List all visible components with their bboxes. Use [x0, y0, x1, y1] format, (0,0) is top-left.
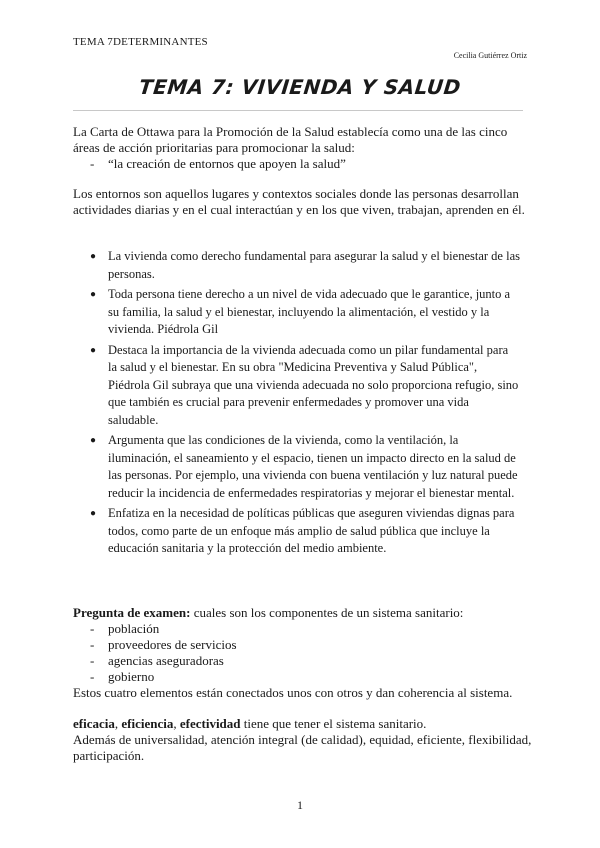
dash-marker: - — [90, 653, 95, 668]
closing-line-2: Además de universalidad, atención integral (de calidad), equidad, eficiente, flexibilidad, participación. — [73, 732, 532, 763]
exam-item — [90, 653, 224, 669]
list-item — [90, 432, 520, 502]
closing-line-1 — [73, 716, 533, 732]
page-title: TEMA 7: VIVIENDA Y SALUD — [137, 75, 463, 99]
page-number: 1 — [297, 798, 303, 812]
exam-item — [90, 621, 159, 637]
exam-conclusion: Estos cuatro elementos están conectados unos con otros y dan coherencia al sistema. — [73, 685, 513, 700]
exam-item-text: agencias aseguradoras — [108, 653, 224, 668]
exam-item — [90, 637, 237, 653]
term-eficiencia: eficiencia — [121, 716, 174, 731]
bullet-icon: ● — [90, 344, 97, 356]
exam-question — [73, 605, 533, 621]
dash-item-text: “la creación de entornos que apoyen la salud” — [108, 156, 346, 171]
exam-item-text: población — [108, 621, 160, 636]
exam-item — [90, 669, 154, 685]
dash-marker: - — [90, 637, 95, 652]
exam-item-text: proveedores de servicios — [108, 637, 237, 652]
intro-paragraph: La Carta de Ottawa para la Promoción de la Salud establecía como una de las cinco áreas de acción prioritarias para promocionar la salud: — [73, 124, 508, 155]
term-efectividad: efectividad — [179, 716, 241, 731]
author-name: Cecilia Gutiérrez Ortiz — [453, 51, 527, 60]
separator: , — [173, 716, 180, 731]
list-item-text: Argumenta que las condiciones de la vivienda, como la ventilación, la iluminación, el saneamiento y el espacio, tienen un impacto directo en la salud de las personas. Por ejemplo, una vivienda con buena ventilación y luz natural puede reducir la incidencia de enfermedades respiratorias y mejorar el bienestar mental. — [108, 433, 518, 500]
list-item-text: La vivienda como derecho fundamental para asegurar la salud y el bienestar de las personas. — [108, 249, 520, 281]
list-item — [90, 286, 520, 339]
exam-label: Pregunta de examen: — [73, 605, 191, 620]
list-item-text: Toda persona tiene derecho a un nivel de vida adecuado que le garantice, junto a su familia, la salud y el bienestar, incluyendo la alimentación, el vestido y la vivienda. Piédrola Gil — [108, 287, 511, 336]
list-item — [90, 342, 520, 430]
exam-question-text: cuales son los componentes de un sistema sanitario: — [190, 605, 464, 620]
bullet-icon: ● — [90, 289, 97, 300]
dash-marker: - — [90, 156, 95, 171]
list-item — [90, 248, 520, 283]
bullet-icon: ● — [90, 508, 97, 519]
dash-marker: - — [90, 621, 95, 636]
intro-dash-item — [90, 156, 346, 172]
entornos-paragraph: Los entornos son aquellos lugares y contextos sociales donde las personas desarrollan actividades diarias y en el cual interactúan y en los que viven, trabajan, aprenden en él. — [73, 186, 525, 217]
title-divider — [73, 110, 523, 111]
bullet-list — [90, 248, 520, 561]
bullet-icon: ● — [90, 435, 97, 446]
bullet-icon: ● — [90, 251, 97, 262]
running-header: TEMA 7DETERMINANTES — [73, 36, 208, 48]
list-item-text: Destaca la importancia de la vivienda adecuada como un pilar fundamental para la salud y el bienestar. En su obra "Medicina Preventiva y Salud Pública", Piédrola Gil subraya que una vivienda adecuada no solo proporciona refugio, sino que también es crucial para prevenir enfermedades y promover una vida saludable. — [108, 342, 519, 427]
dash-marker: - — [90, 669, 95, 684]
list-item-text: Enfatiza en la necesidad de políticas públicas que aseguren viviendas dignas para todos, como parte de un enfoque más amplio de salud pública que incluye la educación sanitaria y la protección del medio ambiente. — [108, 506, 515, 555]
list-item — [90, 505, 520, 558]
closing-rest: tiene que tener el sistema sanitario. — [240, 716, 427, 731]
term-eficacia: eficacia — [73, 716, 115, 731]
exam-item-text: gobierno — [108, 669, 155, 684]
separator: , — [114, 716, 122, 731]
